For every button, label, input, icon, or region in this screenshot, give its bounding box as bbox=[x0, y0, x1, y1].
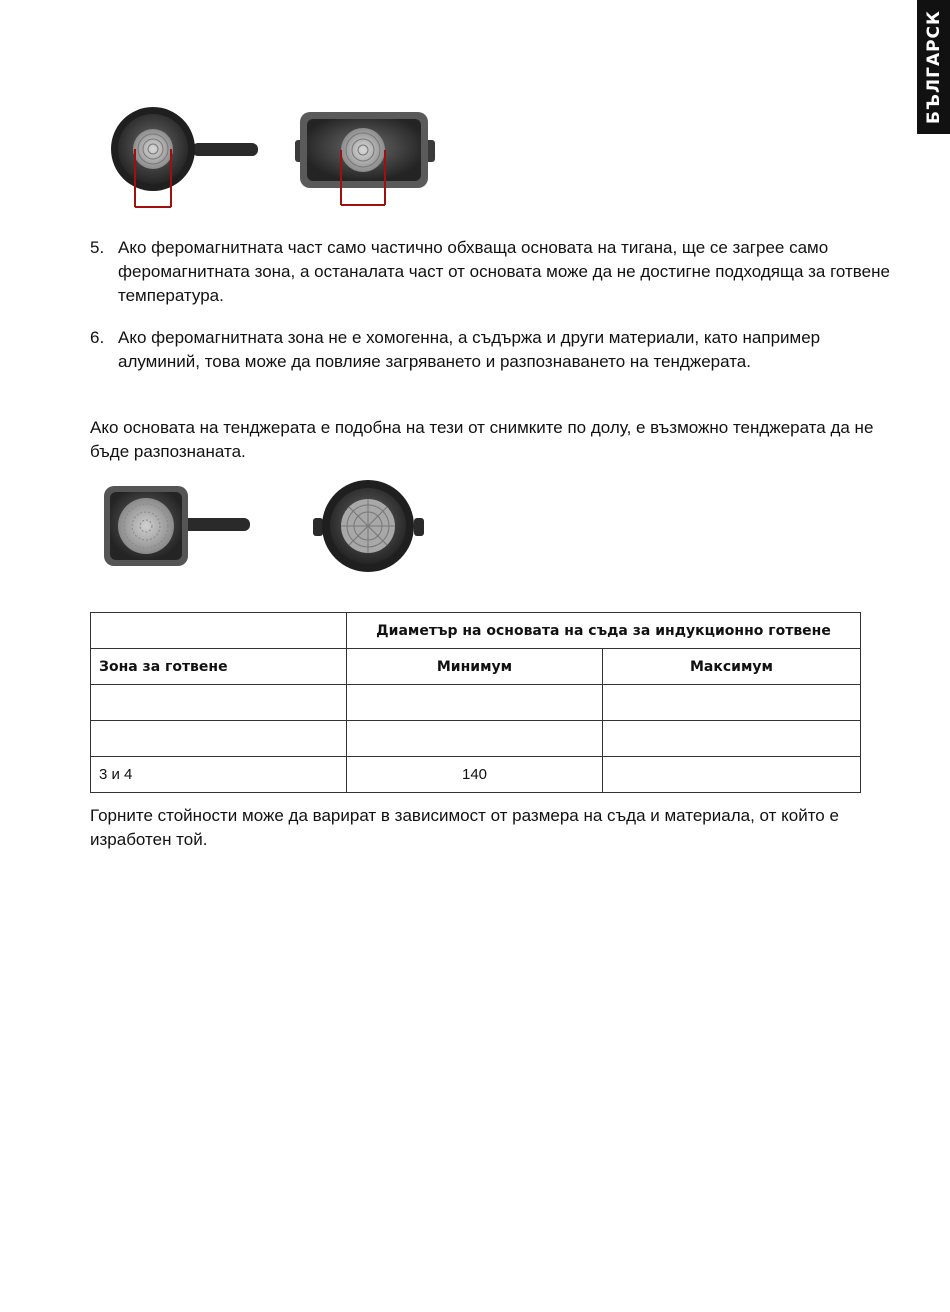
table-row bbox=[91, 685, 861, 721]
cell-max bbox=[603, 721, 861, 757]
cell-zone bbox=[91, 721, 347, 757]
list-item-number: 5. bbox=[90, 238, 105, 257]
column-header-zone: Зона за готвене bbox=[91, 649, 347, 685]
footer-paragraph: Горните стойности може да варират в зависимост от размера на съда и материала, от който е изработен той. bbox=[90, 806, 839, 849]
table-row bbox=[91, 721, 861, 757]
square-pan-icon bbox=[104, 486, 250, 566]
cell-min bbox=[347, 721, 603, 757]
list-item-text: Ако феромагнитната зона не е хомогенна, а съдържа и други материали, като например алуминий, това може да повлияе загряването и разпознаването на тенджерата. bbox=[118, 328, 821, 371]
table-header-diameter: Диаметър на основата на съда за индукционно готвене bbox=[347, 613, 861, 649]
cell-zone: 3 и 4 bbox=[91, 757, 347, 793]
list-item bbox=[90, 326, 890, 374]
pan-illustration-partial-base bbox=[100, 100, 450, 215]
list-item-number: 6. bbox=[90, 328, 105, 347]
cell-min: 140 bbox=[347, 757, 603, 793]
language-side-tab bbox=[917, 0, 950, 134]
cell-max bbox=[603, 757, 861, 793]
pan-size-table bbox=[90, 612, 861, 793]
roasting-pan-rectangular-icon bbox=[295, 112, 435, 205]
frying-pan-round-icon bbox=[111, 107, 258, 207]
list-item bbox=[90, 236, 890, 308]
table-subheader-row bbox=[91, 649, 861, 685]
table-header-row bbox=[91, 613, 861, 649]
cell-min bbox=[347, 685, 603, 721]
language-tab-label: БЪЛГАРСК bbox=[923, 10, 944, 124]
pot-with-side-handles-icon bbox=[313, 480, 424, 572]
pan-illustration-unrecognized-base bbox=[100, 478, 430, 578]
column-header-max: Максимум bbox=[603, 649, 861, 685]
column-header-min: Минимум bbox=[347, 649, 603, 685]
cell-max bbox=[603, 685, 861, 721]
table-row bbox=[91, 757, 861, 793]
list-item-text: Ако феромагнитната част само частично обхваща основата на тигана, ще се загрее само феромагнитната зона, а останалата част от основата може да не достигне подходяща за готвене температура. bbox=[118, 238, 890, 305]
cell-zone bbox=[91, 685, 347, 721]
intro-paragraph: Ако основата на тенджерата е подобна на тези от снимките по долу, е възможно тенджерата да не бъде разпознаната. bbox=[90, 418, 874, 461]
table-header-empty bbox=[91, 613, 347, 649]
